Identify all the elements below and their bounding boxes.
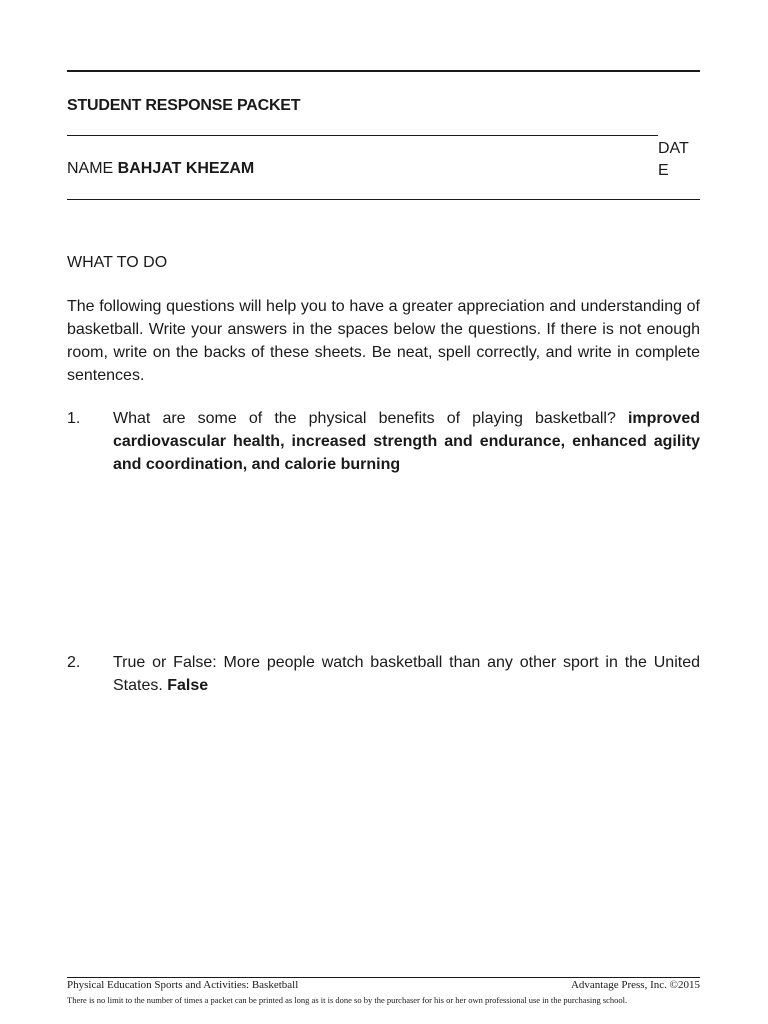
question-1 <box>67 407 700 476</box>
question-prompt: True or False: More people watch basketball than any other sport in the United States. <box>113 654 700 694</box>
packet-title: STUDENT RESPONSE PACKET <box>67 97 301 114</box>
question-body <box>113 407 700 476</box>
footer-license-note: There is no limit to the number of times a packet can be printed as long as it is done so by the purchaser for his or her own professional use in the purchasing school. <box>67 995 628 1005</box>
question-number: 1. <box>67 410 81 427</box>
footer-publisher: Advantage Press, Inc. ©2015 <box>570 979 700 991</box>
student-name: BAHJAT KHEZAM <box>117 160 255 177</box>
date-label: DATE <box>658 140 689 179</box>
question-answer: improved cardiovascular health, increased strength and endurance, enhanced agility and coordination, and calorie burning <box>113 410 700 473</box>
question-body <box>113 651 700 697</box>
footer-book-title: Physical Education Sports and Activities: Basketball <box>67 979 299 991</box>
top-rule <box>67 70 700 72</box>
question-number: 2. <box>67 654 81 671</box>
header-bottom-rule <box>67 199 700 200</box>
footer-rule <box>67 977 700 978</box>
name-field <box>67 160 254 178</box>
question-answer: False <box>167 677 209 694</box>
instructions-paragraph: The following questions will help you to have a greater appreciation and understanding of basketball. Write your answers in the spaces below the questions. If there is not enough room, write on the backs of these sheets. Be neat, spell correctly, and write in complete sentences. <box>67 298 700 384</box>
question-2 <box>67 651 700 697</box>
name-line <box>67 135 658 136</box>
section-heading: WHAT TO DO <box>67 254 168 271</box>
name-label: NAME <box>67 160 118 177</box>
question-prompt: What are some of the physical benefits of playing basketball? <box>113 410 628 427</box>
